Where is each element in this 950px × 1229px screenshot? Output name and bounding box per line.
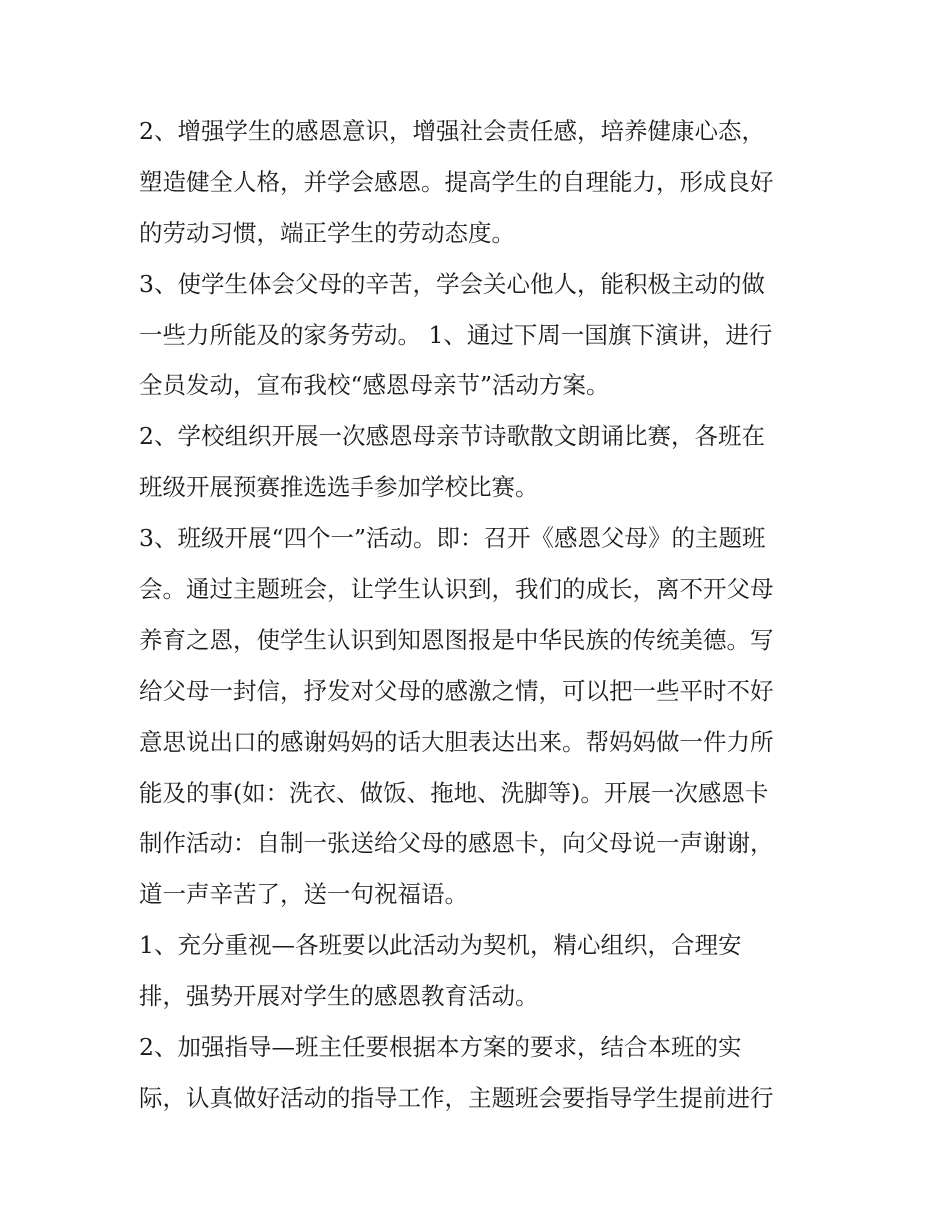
text-line: 一些力所能及的家务劳动。 1、通过下周一国旗下演讲，进行 [139, 320, 773, 349]
text-line: 的劳动习惯，端正学生的劳动态度。 [139, 218, 515, 247]
text-line: 制作活动：自制一张送给父母的感恩卡，向父母说一声谢谢， [139, 829, 774, 858]
text-line: 全员发动，宣布我校“感恩母亲节”活动方案。 [139, 371, 610, 400]
text-line: 际，认真做好活动的指导工作，主题班会要指导学生提前进行 [139, 1083, 774, 1112]
text-line: 2、加强指导—班主任要根据本方案的要求，结合本班的实 [139, 1033, 742, 1062]
text-line: 班级开展预赛推选选手参加学校比赛。 [139, 473, 539, 502]
text-line: 2、学校组织开展一次感恩母亲节诗歌散文朗诵比赛，各班在 [139, 422, 765, 451]
text-line: 意思说出口的感谢妈妈的话大胆表达出来。帮妈妈做一件力所 [139, 727, 774, 756]
body-text [139, 106, 829, 1124]
text-line: 会。通过主题班会，让学生认识到，我们的成长，离不开父母 [139, 575, 774, 604]
text-line: 给父母一封信，抒发对父母的感激之情，可以把一些平时不好 [139, 676, 774, 705]
text-line: 1、充分重视—各班要以此活动为契机，精心组织，合理安 [139, 931, 742, 960]
text-line: 排，强势开展对学生的感恩教育活动。 [139, 982, 539, 1011]
text-line: 道一声辛苦了，送一句祝福语。 [139, 880, 468, 909]
text-line: 能及的事(如：洗衣、做饭、拖地、洗脚等)。开展一次感恩卡 [139, 778, 769, 807]
text-line: 2、增强学生的感恩意识，增强社会责任感，培养健康心态， [139, 117, 765, 145]
text-line: 3、班级开展“四个一”活动。即：召开《感恩父母》的主题班 [139, 524, 766, 553]
text-line: 3、使学生体会父母的辛苦，学会关心他人，能积极主动的做 [139, 269, 765, 298]
text-line: 塑造健全人格，并学会感恩。提高学生的自理能力，形成良好 [139, 167, 774, 196]
text-line: 养育之恩，使学生认识到知恩图报是中华民族的传统美德。写 [139, 625, 774, 654]
